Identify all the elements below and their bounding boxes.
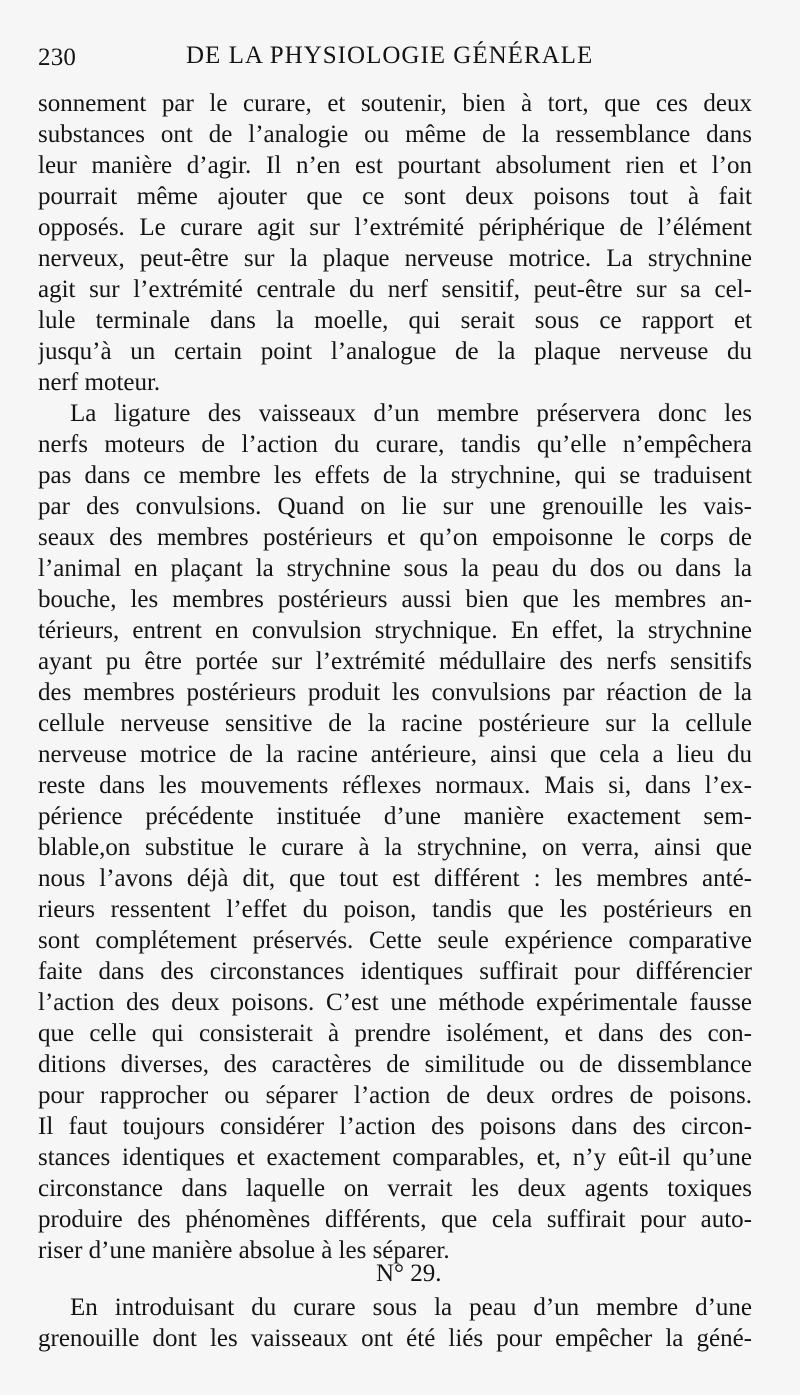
- text-line: substances ont de l’analogie ou même de la ressemblance dans: [38, 121, 752, 148]
- text-line: des membres postérieurs produit les convulsions par réaction de la: [38, 679, 752, 706]
- text-line: périence précédente instituée d’une manière exactement sem-: [38, 803, 752, 830]
- text-line: stances identiques et exactement comparables, et, n’y eût-il qu’une: [38, 1144, 752, 1171]
- text-line: lule terminale dans la moelle, qui serait sous ce rapport et: [38, 307, 752, 334]
- text-line: rieurs ressentent l’effet du poison, tandis que les postérieurs en: [38, 896, 752, 923]
- text-line: produire des phénomènes différents, que cela suffirait pour auto-: [38, 1206, 752, 1233]
- text-line: l’action des deux poisons. C’est une méthode expérimentale fausse: [38, 989, 752, 1016]
- main-text: [38, 88, 752, 1266]
- text-line: jusqu’à un certain point l’analogue de la plaque nerveuse du: [38, 338, 752, 365]
- text-line: opposés. Le curare agit sur l’extrémité périphérique de l’élément: [38, 214, 752, 241]
- text-line: nerveuse motrice de la racine antérieure, ainsi que cela a lieu du: [38, 741, 752, 768]
- text-line: En introduisant du curare sous la peau d’un membre d’une: [70, 1294, 752, 1321]
- text-line: reste dans les mouvements réflexes normaux. Mais si, dans l’ex-: [38, 772, 752, 799]
- text-line: agit sur l’extrémité centrale du nerf sensitif, peut-être sur sa cel-: [38, 276, 752, 303]
- text-line: ayant pu être portée sur l’extrémité médullaire des nerfs sensitifs: [38, 648, 752, 675]
- text-line: circonstance dans laquelle on verrait les deux agents toxiques: [38, 1175, 752, 1202]
- section-29-text: [38, 1292, 752, 1354]
- text-line: sonnement par le curare, et soutenir, bien à tort, que ces deux: [38, 90, 752, 117]
- running-head: [38, 42, 753, 76]
- running-title: DE LA PHYSIOLOGIE GÉNÉRALE: [186, 42, 594, 69]
- text-line: nerf moteur.: [38, 369, 161, 396]
- text-line: pourrait même ajouter que ce sont deux poisons tout à fait: [38, 183, 752, 210]
- page-number: 230: [38, 44, 77, 71]
- text-line: par des convulsions. Quand on lie sur une grenouille les vais-: [38, 493, 752, 520]
- text-line: pour rapprocher ou séparer l’action de deux ordres de poisons.: [38, 1082, 752, 1109]
- text-line: grenouille dont les vaisseaux ont été liés pour empêcher la géné-: [38, 1325, 752, 1352]
- text-line: seaux des membres postérieurs et qu’on empoisonne le corps de: [38, 524, 752, 551]
- section-number: N° 29.: [376, 1260, 442, 1287]
- text-line: riser d’une manière absolue à les séparer.: [38, 1237, 450, 1264]
- text-line: Il faut toujours considérer l’action des poisons dans des circon-: [38, 1113, 752, 1140]
- text-line: nous l’avons déjà dit, que tout est différent : les membres anté-: [38, 865, 752, 892]
- text-line: térieurs, entrent en convulsion strychnique. En effet, la strychnine: [38, 617, 752, 644]
- text-line: sont complétement préservés. Cette seule expérience comparative: [38, 927, 752, 954]
- text-line: nerveux, peut-être sur la plaque nerveuse motrice. La strychnine: [38, 245, 752, 272]
- text-line: bouche, les membres postérieurs aussi bien que les membres an-: [38, 586, 752, 613]
- text-line: faite dans des circonstances identiques suffirait pour différencier: [38, 958, 752, 985]
- text-line: pas dans ce membre les effets de la strychnine, qui se traduisent: [38, 462, 752, 489]
- text-line: nerfs moteurs de l’action du curare, tandis qu’elle n’empêchera: [38, 431, 752, 458]
- paragraph-ligature: [38, 398, 752, 1266]
- text-line: leur manière d’agir. Il n’en est pourtant absolument rien et l’on: [38, 152, 752, 179]
- text-line: La ligature des vaisseaux d’un membre préservera donc les: [70, 400, 752, 427]
- paragraph-continuation: [38, 88, 752, 398]
- text-line: ditions diverses, des caractères de similitude ou de dissemblance: [38, 1051, 752, 1078]
- text-line: l’animal en plaçant la strychnine sous la peau du dos ou dans la: [38, 555, 752, 582]
- text-line: que celle qui consisterait à prendre isolément, et dans des con-: [38, 1020, 752, 1047]
- text-line: blable,on substitue le curare à la strychnine, on verra, ainsi que: [38, 834, 752, 861]
- text-line: cellule nerveuse sensitive de la racine postérieure sur la cellule: [38, 710, 752, 737]
